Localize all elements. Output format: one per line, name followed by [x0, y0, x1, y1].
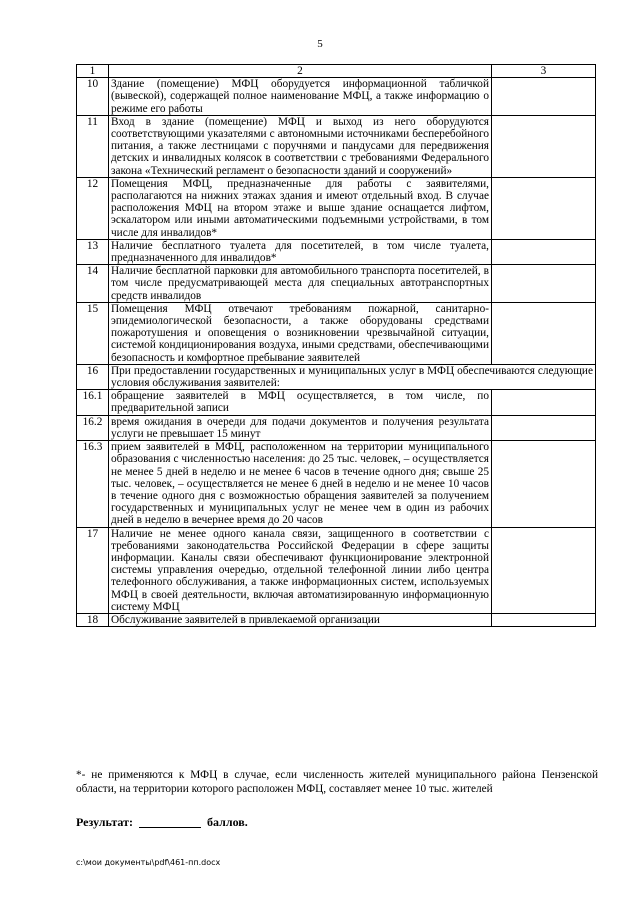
row-text: Здание (помещение) МФЦ оборудуется информационной табличкой (вывеской), содержащей полное наименование МФЦ, а также информацию о режиме его работы	[109, 78, 492, 116]
table-row	[77, 115, 596, 177]
row-score[interactable]	[492, 390, 596, 415]
result-line	[76, 815, 248, 830]
file-path: c:\мои документы\pdf\461-пп.docx	[76, 858, 221, 867]
row-text: Помещения МФЦ отвечают требованиям пожарной, санитарно-эпидемиологической безопасности, а также оборудованы средствами пожаротушения и оповещения о возникновении чрезвычайной ситуации, системой кондиционирования воздуха, иными средствами, обеспечивающими безопасность и комфортное пребывание заявителей	[109, 302, 492, 364]
table-row	[77, 613, 596, 626]
table-row	[77, 239, 596, 264]
row-score[interactable]	[492, 302, 596, 364]
row-score[interactable]	[492, 239, 596, 264]
table-row	[77, 390, 596, 415]
table-row	[77, 415, 596, 440]
row-number: 17	[77, 527, 109, 613]
row-number: 18	[77, 613, 109, 626]
row-text: прием заявителей в МФЦ, расположенном на территории муниципального образования с численностью населения: до 25 тыс. человек, – осуществляется не менее 5 дней в неделю и не менее 6 часов в течение одного дня; свыше 25 тыс. человек, – осуществляется не менее 6 дней в неделю и не менее 10 часов в течение одного дня с возможностью обращения заявителей за получением государственных и муниципальных услуг не менее чем в один из рабочих дней в неделю в вечернее время до 20 часов	[109, 441, 492, 527]
row-number: 16.1	[77, 390, 109, 415]
row-text: время ожидания в очереди для подачи документов и получения результата услуги не превышает 15 минут	[109, 415, 492, 440]
row-text: Наличие не менее одного канала связи, защищенного в соответствии с требованиями законодательства Российской Федерации в сфере защиты информации. Каналы связи обеспечивают функционирование электронной системы управления очередью, отдельной телефонной линии либо центра телефонного обслуживания, а также информационных систем, используемых МФЦ в своей деятельности, включая автоматизированную информационную систему МФЦ	[109, 527, 492, 613]
table-row	[77, 441, 596, 527]
table-row	[77, 265, 596, 303]
criteria-table	[76, 64, 596, 627]
table-row	[77, 527, 596, 613]
row-score[interactable]	[492, 78, 596, 116]
table-header-row	[77, 65, 596, 78]
row-number: 15	[77, 302, 109, 364]
page-number: 5	[317, 38, 323, 50]
row-text: обращение заявителей в МФЦ осуществляется, в том числе, по предварительной записи	[109, 390, 492, 415]
table-row	[77, 177, 596, 239]
table-row	[77, 78, 596, 116]
header-col-1: 1	[77, 65, 109, 78]
row-number: 16.2	[77, 415, 109, 440]
row-number: 14	[77, 265, 109, 303]
row-text: Помещения МФЦ, предназначенные для работы с заявителями, располагаются на нижних этажах здания и имеют отдельный вход. В случае расположения МФЦ на втором этаже и выше здание оснащается лифтом, эскалатором или иными автоматическими подъемными устройствами, в том числе для инвалидов*	[109, 177, 492, 239]
row-number: 16.3	[77, 441, 109, 527]
row-text: При предоставлении государственных и муниципальных услуг в МФЦ обеспечиваются следующие условия обслуживания заявителей:	[109, 364, 596, 389]
footnote: *- не применяются к МФЦ в случае, если численность жителей муниципального района Пензенской области, на территории которого расположен МФЦ, составляет менее 10 тыс. жителей	[76, 769, 598, 795]
row-number: 16	[77, 364, 109, 389]
row-score[interactable]	[492, 613, 596, 626]
result-units: баллов.	[207, 815, 248, 829]
header-col-3: 3	[492, 65, 596, 78]
row-score[interactable]	[492, 177, 596, 239]
row-score[interactable]	[492, 265, 596, 303]
result-blank-field[interactable]	[139, 827, 201, 828]
row-score[interactable]	[492, 415, 596, 440]
table-row	[77, 302, 596, 364]
result-label: Результат:	[76, 815, 134, 829]
header-col-2: 2	[109, 65, 492, 78]
row-number: 13	[77, 239, 109, 264]
row-number: 11	[77, 115, 109, 177]
row-score[interactable]	[492, 115, 596, 177]
table-row	[77, 364, 596, 389]
row-text: Обслуживание заявителей в привлекаемой организации	[109, 613, 492, 626]
row-text: Наличие бесплатной парковки для автомобильного транспорта посетителей, в том числе предусматривающей места для специальных автотранспортных средств инвалидов	[109, 265, 492, 303]
row-text: Наличие бесплатного туалета для посетителей, в том числе туалета, предназначенного для инвалидов*	[109, 239, 492, 264]
row-number: 12	[77, 177, 109, 239]
row-number: 10	[77, 78, 109, 116]
row-score[interactable]	[492, 441, 596, 527]
row-text: Вход в здание (помещение) МФЦ и выход из него оборудуются соответствующими указателями с автономными источниками бесперебойного питания, а также лестницами с поручнями и пандусами для передвижения детских и инвалидных колясок в соответствии с требованиями Федерального закона «Технический регламент о безопасности зданий и сооружений»	[109, 115, 492, 177]
row-score[interactable]	[492, 527, 596, 613]
